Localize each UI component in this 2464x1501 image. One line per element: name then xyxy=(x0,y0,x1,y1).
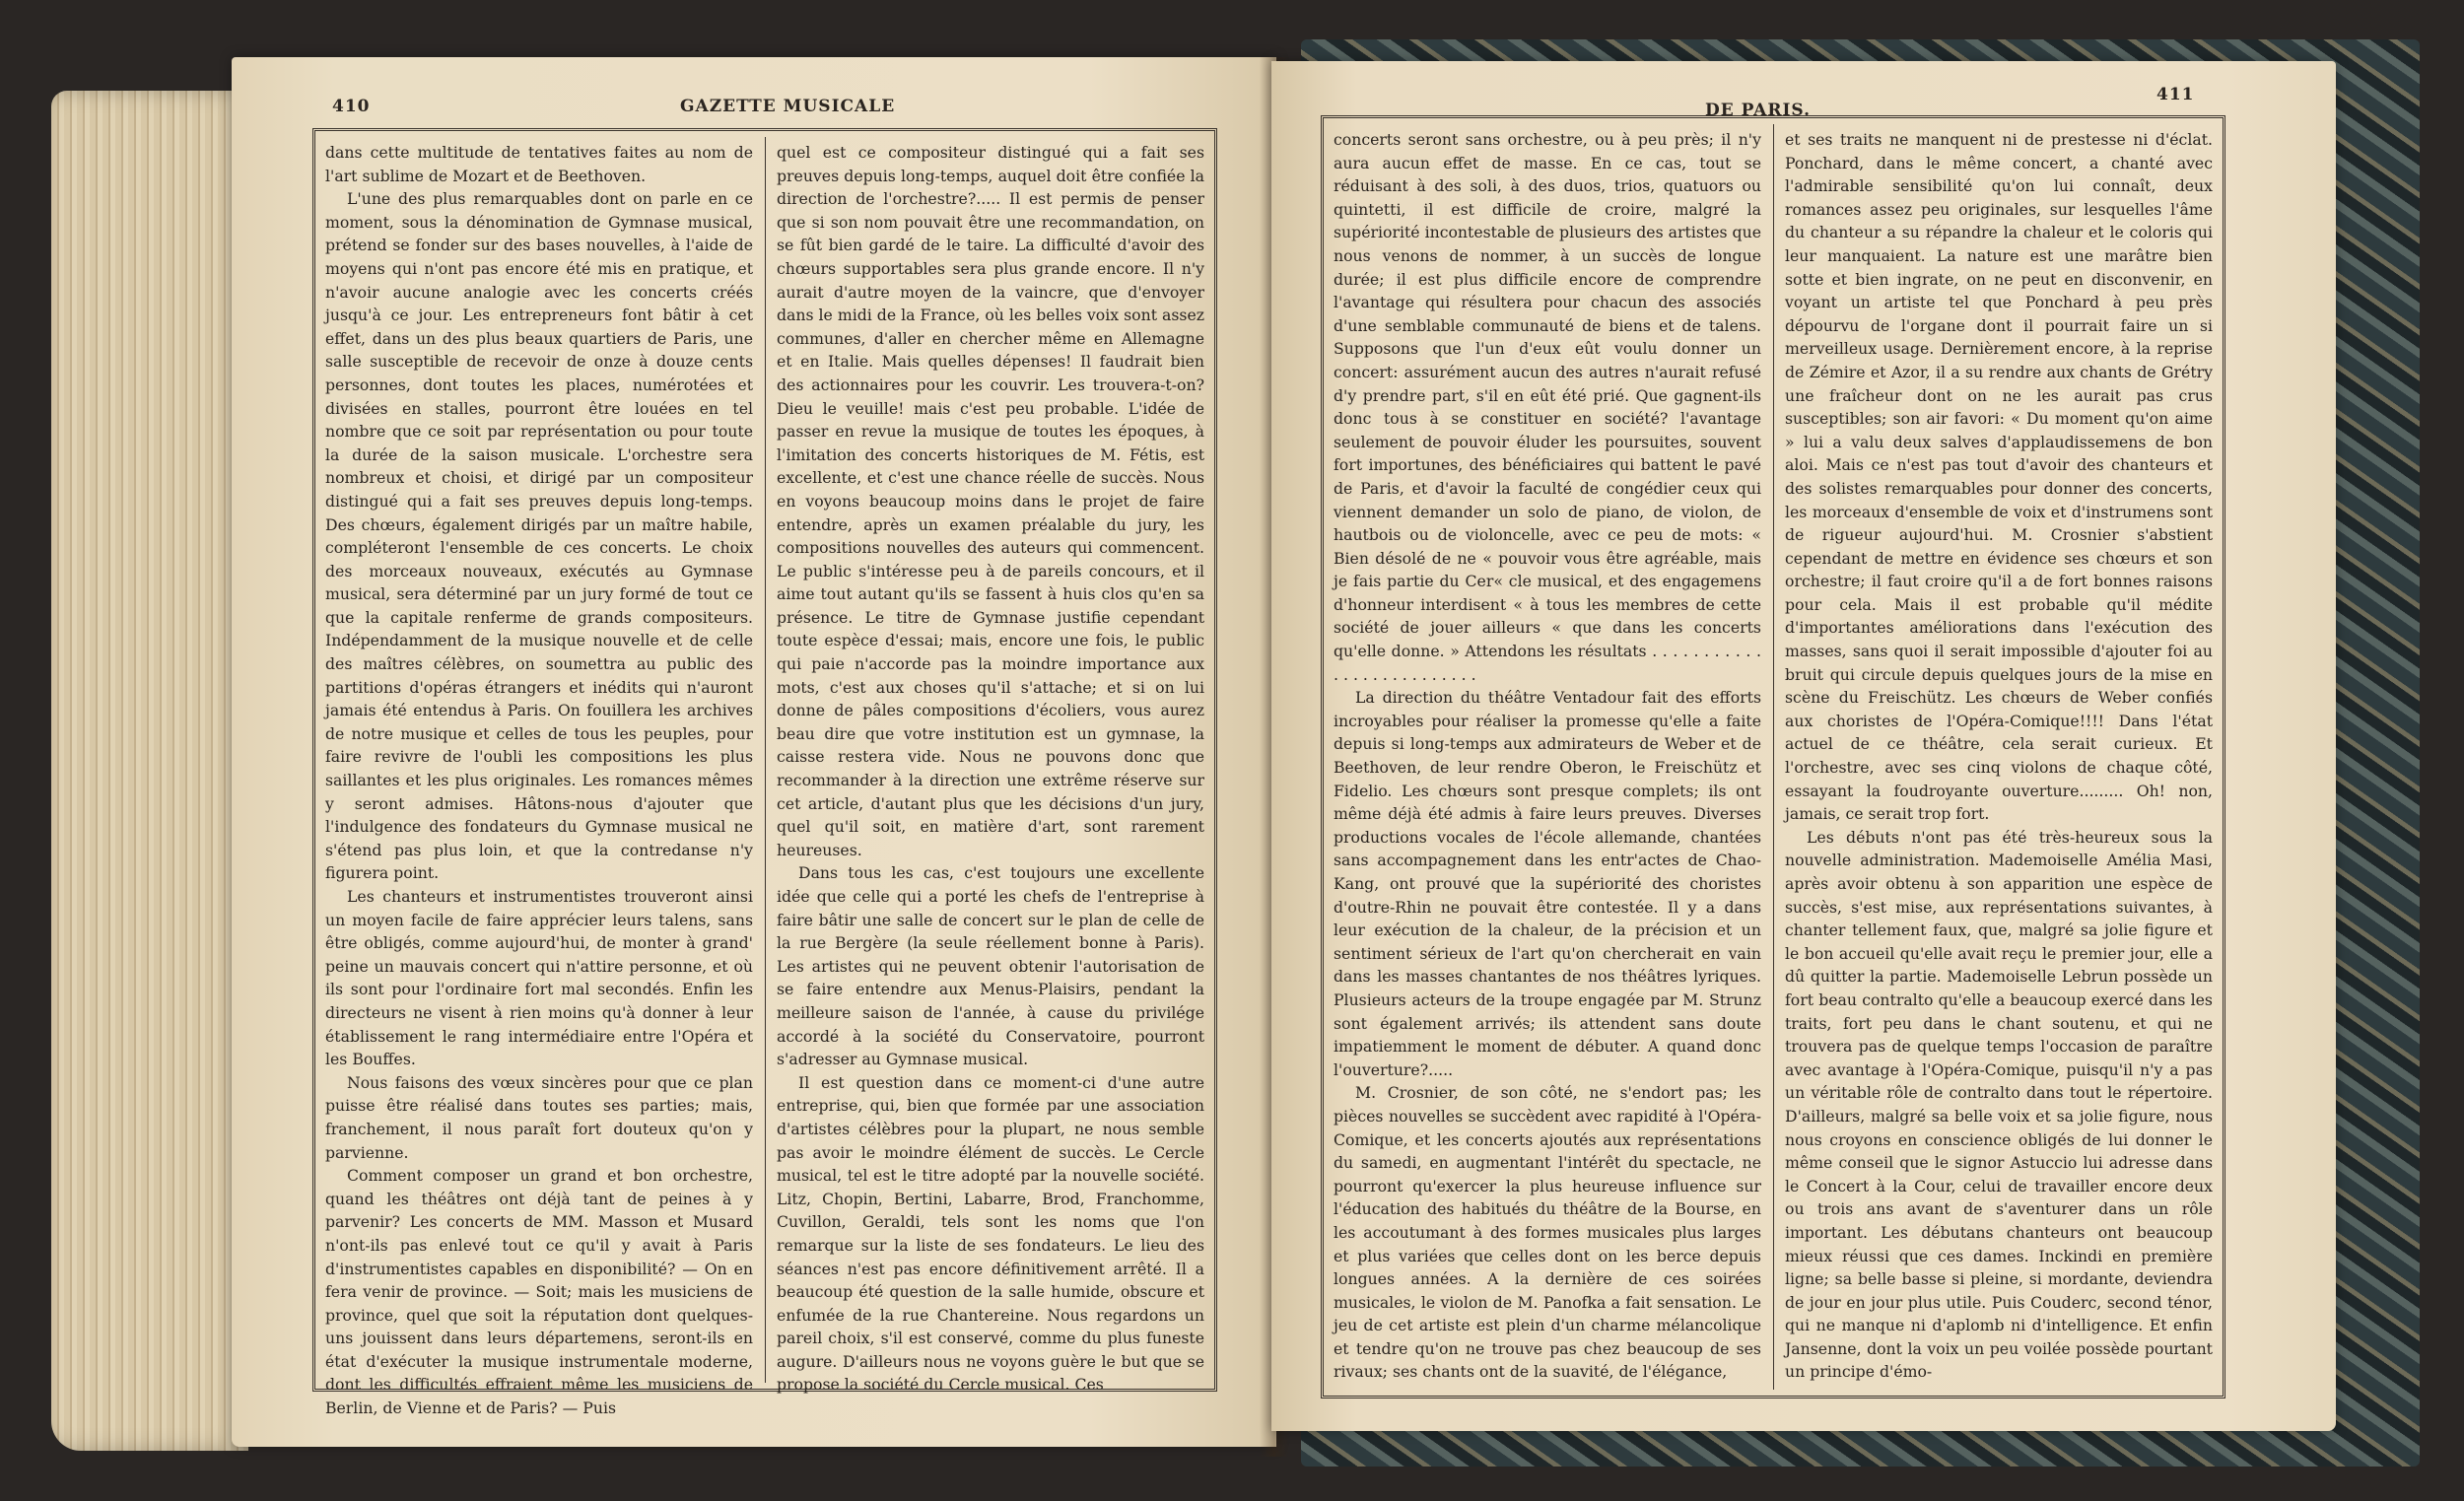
paragraph: Il est question dans ce moment-ci d'une autre entreprise, qui, bien que formée par une association d'artistes célèbres pour la plupart, ne nous semble pas avoir le moindre élément de succès. Le Cercle musical, tel est le titre adopté par la nouvelle société. Litz, Chopin, Bertini, Labarre, Brod, Franchomme, Cuvillon, Geraldi, tels sont les noms que l'on remarque sur la liste de ses fondateurs. Le lieu des séances n'est pas encore définitivement arrêté. Il a beaucoup été question de la salle humide, obscure et enfumée de la rue Chantereine. Nous regardons un pareil choix, s'il est conservé, comme du plus funeste augure. D'ailleurs nous ne voyons guère le but que se propose la société du Cercle musical. Ces xyxy=(777,1072,1204,1395)
text-frame xyxy=(1321,115,2225,1399)
paragraph: M. Crosnier, de son côté, ne s'endort pas; les pièces nouvelles se succèdent avec rapidité à l'Opéra-Comique, et les concerts ajoutés aux représentations du samedi, en augmentant l'intérêt du spectacle, ne pourront qu'exercer la plus heureuse influence sur l'éducation des habitués du théâtre de la Bourse, en les accoutumant à des formes musicales plus larges et plus variées que celles dont on les berce depuis longues années. A la dernière de ces soirées musicales, le violon de M. Panofka a fait sensation. Le jeu de cet artiste est plein d'un charme mélancolique et tendre qu'on ne trouve pas chez beaucoup de ses rivaux; ses chants ont de la suavité, de l'élégance, xyxy=(1334,1083,1761,1382)
text-frame xyxy=(312,128,1217,1418)
running-head: GAZETTE MUSICALE xyxy=(680,97,896,116)
right-page xyxy=(1271,61,2336,1431)
text-column xyxy=(777,141,1204,1395)
page-number: 410 xyxy=(332,97,371,116)
paragraph: et ses traits ne manquent ni de prestesse ni d'éclat. Ponchard, dans le même concert, a chanté avec l'admirable sensibilité qu'on lui connaît, deux romances assez peu originales, sur lesquelles l'âme du chanteur a su répandre la chaleur et le coloris qui leur manquaient. La nature est une marâtre bien sotte et bien ingrate, on ne peut en disconvenir, en voyant un artiste tel que Ponchard à peu près dépourvu de l'organe dont il pourrait faire un si merveilleux usage. Dernièrement encore, à la reprise de Zémire et Azor, il a su rendre aux chants de Grétry une fraîcheur dont on ne les aurait pas crus susceptibles; son air favori: « Du moment qu'on aime » lui a valu deux salves d'applaudissemens de bon aloi. Mais ce n'est pas tout d'avoir des chanteurs et des solistes remarquables pour donner des concerts, les morceaux d'ensemble de voix et d'instrumens sont de rigueur aujourd'hui. M. Crosnier s'abstient cependant de mettre en évidence ses chœurs et son orchestre; il faut croire qu'il a de fort bonnes raisons pour cela. Mais il est probable qu'il médite d'importantes améliorations dans l'exécution des masses, sans quoi il serait impossible d'ajouter foi au bruit qui circule depuis quelques jours de la mise en scène du Freischütz. Les chœurs de Weber confiés aux choristes de l'Opéra-Comique!!!! Dans l'état actuel de ce théâtre, cela serait curieux. Et l'orchestre, avec ses cinq violons de chaque côté, essayant la foudroyante ouverture......... Oh! non, jamais, ce serait trop fort. xyxy=(1785,130,2213,824)
paragraph: dans cette multitude de tentatives faites au nom de l'art sublime de Mozart et de Beethoven. xyxy=(325,143,753,185)
text-column xyxy=(1785,128,2213,1388)
paragraph: Dans tous les cas, c'est toujours une excellente idée que celle qui a porté les chefs de l'entreprise à faire bâtir une salle de concert sur le plan de celle de la rue Bergère (la seule réellement bonne à Paris). Les artistes qui ne peuvent obtenir l'autorisation de se faire entendre aux Menus-Plaisirs, pendant la meilleure saison de l'année, à cause du privilége accordé à la société du Conservatoire, pourront s'adresser au Gymnase musical. xyxy=(777,863,1204,1069)
running-head: DE PARIS. xyxy=(1705,101,1812,120)
page-edges xyxy=(51,91,248,1451)
paragraph: L'une des plus remarquables dont on parle en ce moment, sous la dénomination de Gymnase musical, prétend se fonder sur des bases nouvelles, à l'aide de moyens qui n'ont pas encore été mis en pratique, et n'avoir aucune analogie avec les concerts créés jusqu'à ce jour. Les entrepreneurs font bâtir à cet effet, dans un des plus beaux quartiers de Paris, une salle susceptible de recevoir de onze à douze cents personnes, dont toutes les places, numérotées et divisées en stalles, pourront être louées en tel nombre que ce soit par représentation ou pour toute la durée de la saison musicale. L'orchestre sera nombreux et choisi, et dirigé par un compositeur distingué qui a fait ses preuves depuis long-temps. Des chœurs, également dirigés par un maître habile, compléteront l'ensemble de ces concerts. Le choix des morceaux nouveaux, exécutés au Gymnase musical, sera déterminé par un jury formé de tout ce que la capitale renferme de grands compositeurs. Indépendamment de la musique nouvelle et de celle des maîtres célèbres, on soumettra au public des partitions d'opéras étrangers et inédits qui n'auront jamais été entendus à Paris. On fouillera les archives de notre musique et celles de tous les peuples, pour faire revivre de l'oubli les compositions les plus saillantes et les plus originales. Les romances mêmes y seront admises. Hâtons-nous d'ajouter que l'indulgence des fondateurs du Gymnase musical ne s'étend pas plus loin, et que la contredanse n'y figurera point. xyxy=(325,189,753,883)
page-number: 411 xyxy=(2156,85,2195,104)
paragraph: La direction du théâtre Ventadour fait des efforts incroyables pour réaliser la promesse qu'elle a faite depuis si long-temps aux admirateurs de Weber et de Beethoven, de leur rendre Oberon, le Freischütz et Fidelio. Les chœurs sont presque complets; ils ont même déjà été admis à faire leurs preuves. Diverses productions vocales de l'école allemande, chantées sans accompagnement dans les entr'actes de Chao-Kang, ont prouvé que la supériorité des choristes d'outre-Rhin ne pouvait être contestée. Il y a dans leur exécution de la chaleur, de la précision et un sentiment sérieux de l'art qu'on chercherait en vain dans les masses chantantes de nos théâtres lyriques. Plusieurs acteurs de la troupe engagée par M. Strunz sont également arrivés; ils attendent sans doute impatiemment le moment de débuter. A quand donc l'ouverture?..... xyxy=(1334,688,1761,1079)
paragraph: Comment composer un grand et bon orchestre, quand les théâtres ont déjà tant de peines à y parvenir? Les concerts de MM. Masson et Musard n'ont-ils pas enlevé tout ce qu'il y avait à Paris d'instrumentistes capables en disponibilité? — On en fera venir de province. — Soit; mais les musiciens de province, quel que soit la réputation dont quelques-uns jouissent dans leurs départemens, seront-ils en état d'exécuter la musique instrumentale moderne, dont les difficultés effraient même les musiciens de Berlin, de Vienne et de Paris? — Puis xyxy=(325,1166,753,1418)
paragraph: quel est ce compositeur distingué qui a fait ses preuves depuis long-temps, auquel doit être confiée la direction de l'orchestre?..... Il est permis de penser que si son nom pouvait être une recommandation, on se fût bien gardé de le taire. La difficulté d'avoir des chœurs supportables sera plus grande encore. Il n'y aurait d'autre moyen de la vaincre, que d'envoyer dans le midi de la France, où les belles voix sont assez communes, d'aller en chercher même en Allemagne et en Italie. Mais quelles dépenses! Il faudrait bien des actionnaires pour les couvrir. Les trouvera-t-on? Dieu le veuille! mais c'est peu probable. L'idée de passer en revue la musique de toutes les époques, à l'imitation des concerts historiques de M. Fétis, est excellente, et c'est une chance réelle de succès. Nous en voyons beaucoup moins dans le projet de faire entendre, après un examen préalable du jury, les compositions nouvelles des auteurs qui commencent. Le public s'intéresse peu à de pareils concours, et il aime tout autant qu'ils se fassent à huis clos qu'en sa présence. Le titre de Gymnase justifie cependant toute espèce d'essai; mais, encore une fois, le public qui paie n'accorde pas la moindre importance aux mots, c'est aux choses qu'il s'attache; et si on lui donne de pâles compositions d'écoliers, vous aurez beau dire que votre institution est un gymnase, la caisse restera vide. Nous ne pouvons donc que recommander à la direction une extrême réserve sur cet article, d'autant plus que les décisions d'un jury, quel qu'il soit, en matière d'art, sont rarement heureuses. xyxy=(777,143,1204,859)
paragraph: Nous faisons des vœux sincères pour que ce plan puisse être réalisé dans toutes ses parties; mais, franchement, il nous paraît fort douteux qu'on y parvienne. xyxy=(325,1072,753,1162)
column-rule xyxy=(765,137,766,1383)
left-page xyxy=(232,57,1276,1447)
text-column xyxy=(325,141,753,1418)
paragraph: concerts seront sans orchestre, ou à peu près; il n'y aura aucun effet de masse. En ce cas, tout se réduisant à des soli, à des duos, trios, quatuors ou quintetti, il est difficile de croire, malgré la supériorité incontestable de plusieurs des artistes que nous venons de nommer, à un succès de longue durée; il est plus difficile encore de comprendre l'avantage qui résultera pour chacun des associés d'une semblable communauté de biens et de talens. Supposons que l'un d'eux eût voulu donner un concert: assurément aucun des autres n'aurait refusé d'y prendre part, s'il en eût été prié. Que gagnent-ils donc tous à se constituer en société? l'avantage seulement de pouvoir éluder les poursuites, souvent fort importunes, des bénéficiaires qui battent le pavé de Paris, et d'avoir la faculté de congédier ceux qui viennent demander un solo de piano, de violon, de hautbois ou de violoncelle, avec ce peu de mots: « Bien désolé de ne « pouvoir vous être agréable, mais je fais partie du Cer« cle musical, et des engagemens d'honneur interdisent « à tous les membres de cette société de jouer ailleurs « que dans les concerts qu'elle donne. » Attendons les résultats . . . . . . . . . . . . . . . . . . . . . . . . . . xyxy=(1334,130,1761,684)
paragraph: Les débuts n'ont pas été très-heureux sous la nouvelle administration. Mademoiselle Amélia Masi, après avoir obtenu à son apparition une espèce de succès, s'est mise, aux représentations suivantes, à chanter tellement faux, que, malgré sa jolie figure et le bon accueil qu'elle avait reçu le premier jour, elle a dû quitter la partie. Mademoiselle Lebrun possède un fort beau contralto qu'elle a beaucoup exercé dans les traits, fort peu dans le chant soutenu, et qui ne trouvera pas de quelque temps l'occasion de paraître avec avantage à l'Opéra-Comique, puisqu'il n'y a pas un véritable rôle de contralto dans tout le répertoire. D'ailleurs, malgré sa belle voix et sa jolie figure, nous nous croyons en conscience obligés de lui donner le même conseil que le signor Astuccio lui adresse dans le Concert à la Cour, celui de travailler encore deux ou trois ans avant de s'aventurer dans un rôle important. Les débutans chanteurs ont beaucoup mieux réussi que ces dames. Inckindi en première ligne; sa belle basse si pleine, si mordante, deviendra de jour en jour plus utile. Puis Couderc, second ténor, qui ne manque ni d'aplomb ni d'intelligence. Et enfin Jansenne, dont la voix un peu voilée possède pourtant un principe d'émo- xyxy=(1785,827,2213,1382)
column-rule xyxy=(1773,124,1774,1390)
paragraph: Les chanteurs et instrumentistes trouveront ainsi un moyen facile de faire apprécier leurs talens, sans être obligés, comme aujourd'hui, de monter à grand' peine un mauvais concert qui n'attire personne, et où ils sont pour l'ordinaire fort mal secondés. Enfin les directeurs ne visent à rien moins qu'à donner à leur établissement le rang intermédiaire entre l'Opéra et les Bouffes. xyxy=(325,887,753,1069)
text-column xyxy=(1334,128,1761,1388)
